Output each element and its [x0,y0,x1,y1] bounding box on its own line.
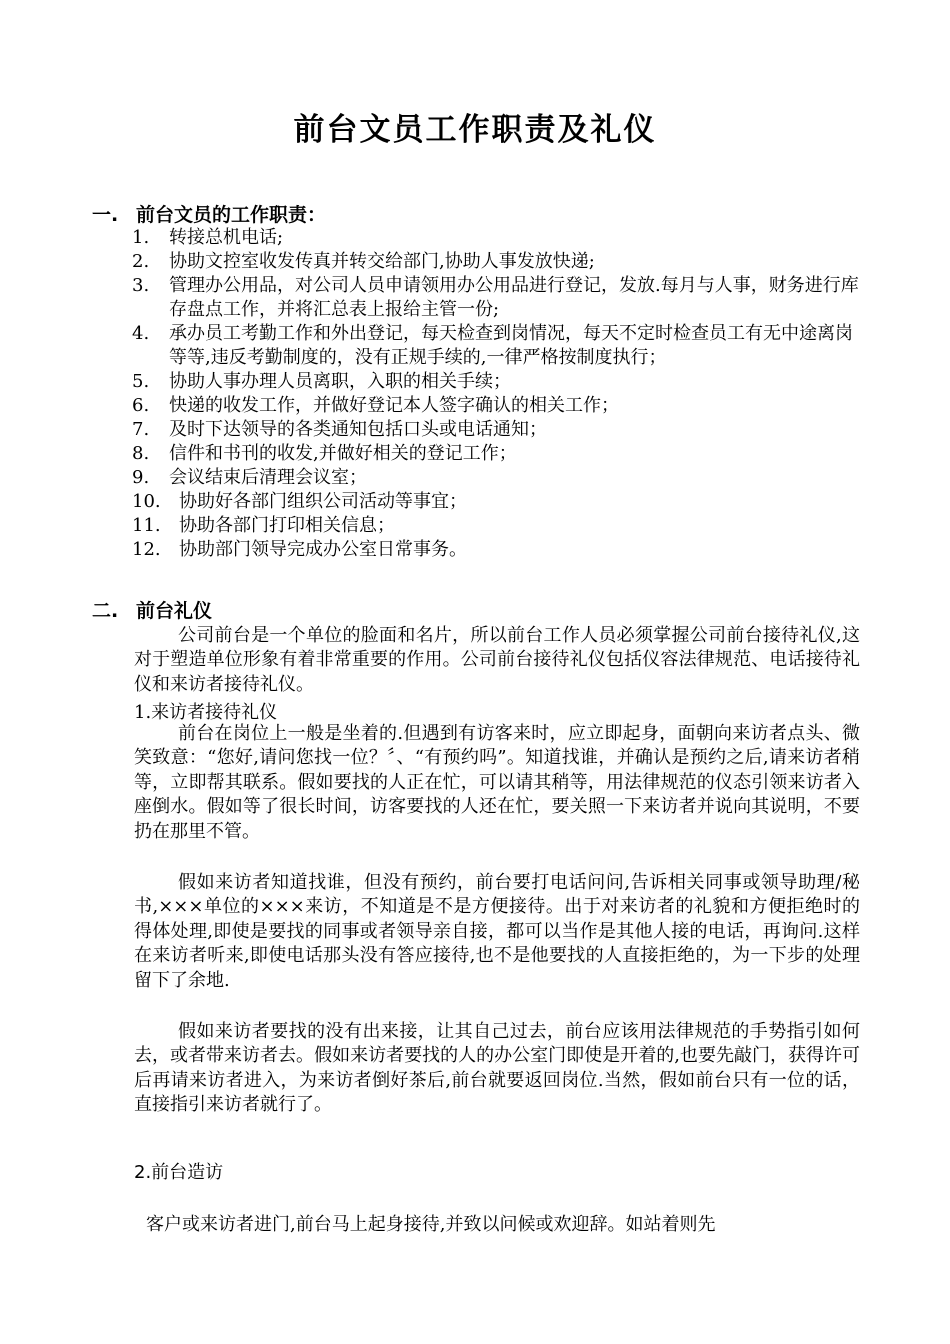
subsection-1-heading: 1.来访者接待礼仪 [134,702,278,723]
duties-list [132,226,862,562]
list-item: 9. 会议结束后清理会议室； [132,467,367,488]
subsection-1-paragraph-3: 假如来访者要找的没有出来接，让其自己过去，前台应该用法律规范的手势指引如何去，或者带来访者去。假如来访者要找的人的办公室门即使是开着的,也要先敲门，获得许可后再请来访者进入，为来访者倒好茶后,前台就要返回岗位.当然，假如前台只有一位的话，直接指引来访者就行了。 [134,1021,860,1116]
list-item: 11. 协助各部门打印相关信息； [132,515,395,536]
subsection-2-heading: 2.前台造访 [134,1162,224,1183]
list-item: 7. 及时下达领导的各类通知包括口头或电话通知； [132,419,547,440]
list-item: 12. 协助部门领导完成办公室日常事务。 [132,539,467,560]
list-item: 2. 协助文控室收发传真并转交给部门,协助人事发放快递; [132,251,595,272]
list-item: 4. 承办员工考勤工作和外出登记，每天检查到岗情况，每天不定时检查员工有无中途离岗等等,违反考勤制度的，没有正规手续的,一律严格按制度执行； [132,323,853,368]
list-item: 1. 转接总机电话; [132,227,284,248]
section-2-number: 二. [92,600,119,622]
section-2-heading [92,596,212,623]
section-1-heading [92,200,326,227]
section-2-intro: 公司前台是一个单位的脸面和名片，所以前台工作人员必须掌握公司前台接待礼仪,这对于塑造单位形象有着非常重要的作用。公司前台接待礼仪包括仪容法律规范、电话接待礼仪和来访者接待礼仪。 [134,625,860,695]
subsection-2-paragraph-1: 客户或来访者进门,前台马上起身接待,并致以问候或欢迎辞。如站着则先 [146,1214,716,1235]
subsection-1-paragraph-1: 前台在岗位上一般是坐着的.但遇到有访客来时，应立即起身，面朝向来访者点头、微笑致意：“您好,请问您找一位？〞、“有预约吗”。知道找谁，并确认是预约之后,请来访者稍等，立即帮其联系。假如要找的人正在忙，可以请其稍等，用法律规范的仪态引领来访者入座倒水。假如等了很长时间，访客要找的人还在忙，要关照一下来访者并说向其说明，不要扔在那里不管。 [134,723,860,842]
list-item: 8. 信件和书刊的收发,并做好相关的登记工作； [132,443,517,464]
section-2-title: 前台礼仪 [136,600,213,622]
section-1-title: 前台文员的工作职责： [136,204,327,226]
list-item: 5. 协助人事办理人员离职，入职的相关手续； [132,371,511,392]
list-item: 10. 协助好各部门组织公司活动等事宜； [132,491,467,512]
list-item: 6. 快递的收发工作，并做好登记本人签字确认的相关工作； [132,395,619,416]
document-title: 前台文员工作职责及礼仪 [293,112,657,148]
subsection-1-paragraph-2: 假如来访者知道找谁，但没有预约，前台要打电话问问,告诉相关同事或领导助理/秘书,×××单位的×××来访，不知道是不是方便接待。出于对来访者的礼貌和方便拒绝时的得体处理,即使是要找的同事或者领导亲自接，都可以当作是其他人接的电话，再询问.这样在来访者听来,即使电话那头没有答应接待,也不是他要找的人直接拒绝的，为一下步的处理留下了余地. [134,872,860,991]
section-1-number: 一. [92,204,119,226]
list-item: 3. 管理办公用品，对公司人员申请领用办公用品进行登记，发放.每月与人事，财务进行库存盘点工作，并将汇总表上报给主管一份; [132,275,859,320]
